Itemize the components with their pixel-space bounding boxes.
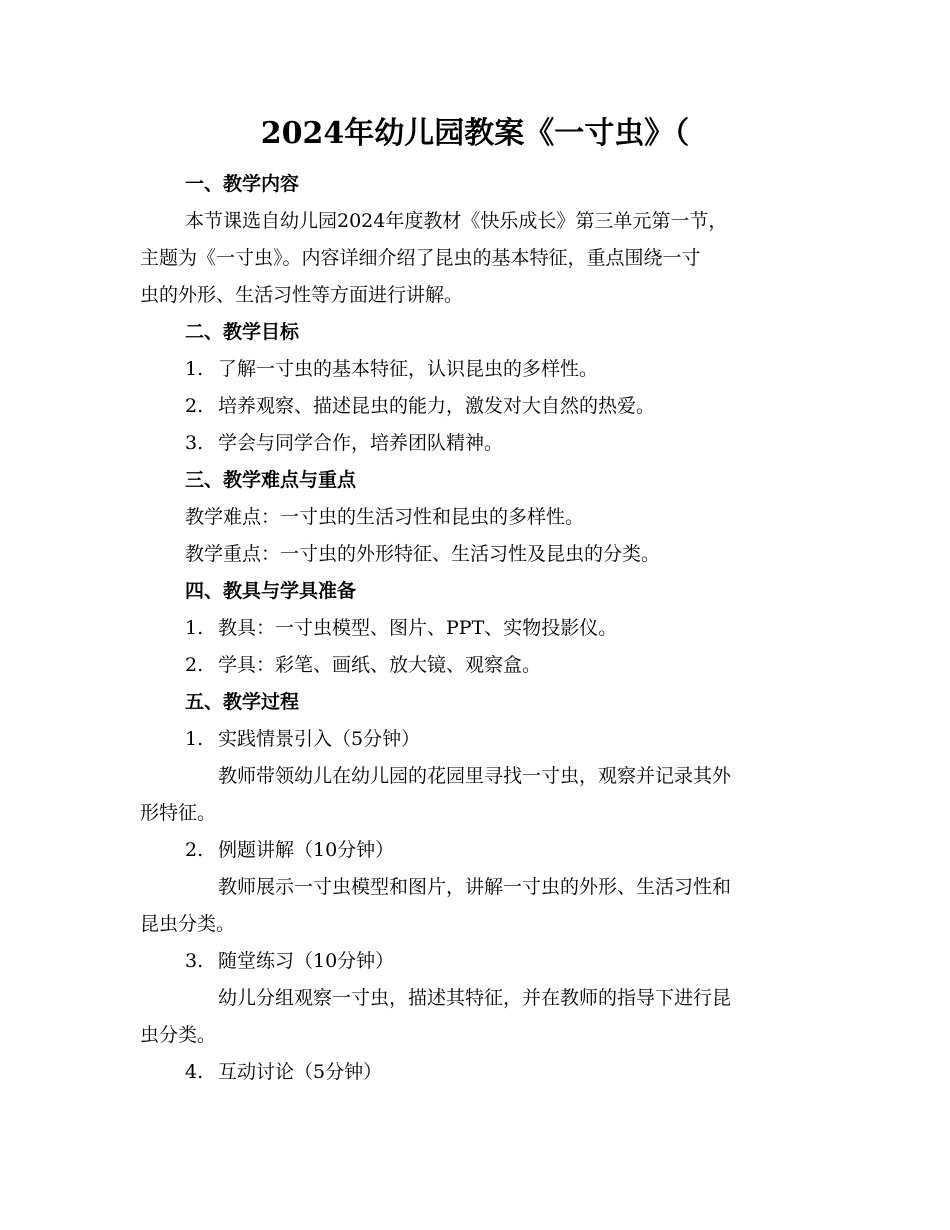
list-item bbox=[140, 610, 812, 647]
section-heading-process: 五、教学过程 bbox=[185, 691, 300, 713]
step-title bbox=[140, 832, 812, 869]
list-text: 了解一寸虫的基本特征，认识昆虫的多样性。 bbox=[218, 358, 599, 380]
section-heading-tools: 四、教具与学具准备 bbox=[185, 580, 357, 602]
list-number: 1. bbox=[185, 358, 204, 380]
step-description: 教师展示一寸虫模型和图片，讲解一寸虫的外形、生活习性和 bbox=[218, 876, 732, 898]
list-text: 培养观察、描述昆虫的能力，激发对大自然的热爱。 bbox=[218, 395, 656, 417]
list-number: 2. bbox=[185, 654, 204, 676]
step-number: 4. bbox=[185, 1061, 204, 1083]
step-title-text: 互动讨论（5分钟） bbox=[218, 1061, 383, 1083]
section-heading-difficulties: 三、教学难点与重点 bbox=[185, 469, 357, 491]
step-number: 3. bbox=[185, 950, 204, 972]
step-title-text: 例题讲解（10分钟） bbox=[218, 839, 395, 861]
list-item bbox=[140, 425, 812, 462]
list-number: 2. bbox=[185, 395, 204, 417]
list-item bbox=[140, 647, 812, 684]
section-heading-content: 一、教学内容 bbox=[185, 173, 300, 195]
step-number: 2. bbox=[185, 839, 204, 861]
list-text: 学具：彩笔、画纸、放大镜、观察盒。 bbox=[218, 654, 542, 676]
paragraph-line: 教学难点：一寸虫的生活习性和昆虫的多样性。 bbox=[185, 506, 585, 528]
section-heading-goals: 二、教学目标 bbox=[185, 321, 300, 343]
paragraph-line: 主题为《一寸虫》。内容详细介绍了昆虫的基本特征，重点围绕一寸 bbox=[140, 247, 701, 269]
step-description: 教师带领幼儿在幼儿园的花园里寻找一寸虫，观察并记录其外 bbox=[218, 765, 732, 787]
step-description: 形特征。 bbox=[140, 802, 217, 824]
list-item bbox=[140, 388, 812, 425]
list-number: 1. bbox=[185, 617, 204, 639]
paragraph-line: 本节课选自幼儿园2024年度教材《快乐成长》第三单元第一节， bbox=[185, 210, 728, 232]
list-item bbox=[140, 351, 812, 388]
list-text: 学会与同学合作，培养团队精神。 bbox=[218, 432, 504, 454]
step-description: 虫分类。 bbox=[140, 1024, 217, 1046]
step-number: 1. bbox=[185, 728, 204, 750]
step-title-text: 随堂练习（10分钟） bbox=[218, 950, 395, 972]
paragraph-line: 教学重点：一寸虫的外形特征、生活习性及昆虫的分类。 bbox=[185, 543, 661, 565]
step-title bbox=[140, 721, 812, 758]
step-description: 幼儿分组观察一寸虫，描述其特征，并在教师的指导下进行昆 bbox=[218, 987, 732, 1009]
paragraph-line: 虫的外形、生活习性等方面进行讲解。 bbox=[140, 284, 464, 306]
step-title bbox=[140, 943, 812, 980]
step-title-text: 实践情景引入（5分钟） bbox=[218, 728, 421, 750]
step-title bbox=[140, 1054, 812, 1091]
document-body bbox=[140, 166, 812, 1091]
list-number: 3. bbox=[185, 432, 204, 454]
list-text: 教具：一寸虫模型、图片、PPT、实物投影仪。 bbox=[218, 617, 618, 639]
step-description: 昆虫分类。 bbox=[140, 913, 236, 935]
document-title: 2024年幼儿园教案《一寸虫》（ bbox=[260, 116, 690, 151]
